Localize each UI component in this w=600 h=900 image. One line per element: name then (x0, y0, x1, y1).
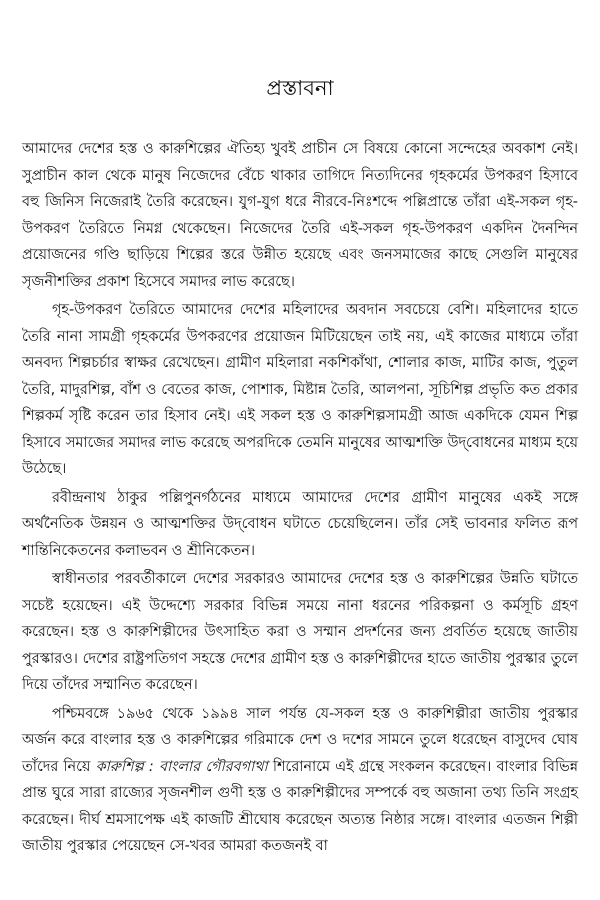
body-text (22, 136, 578, 860)
paragraph-2: গৃহ-উপকরণ তৈরিতে আমাদের দেশের মহিলাদের অবদান সবচেয়ে বেশি। মহিলাদের হাতে তৈরি নানা সামগ্রী গৃহকর্মের উপকরণের প্রয়োজন মিটিয়েছেন তাই নয়, এই কাজের মাধ্যমে তাঁরা অনবদ্য শিল্পচর্চার স্বাক্ষর রেখেছেন। গ্রামীণ মহিলারা নকশিকাঁথা, শোলার কাজ, মাটির কাজ, পুতুল তৈরি, মাদুরশিল্প, বাঁশ ও বেতের কাজ, পোশাক, মিষ্টান্ন তৈরি, আলপনা, সূচিশিল্প প্রভৃতি কত প্রকার শিল্পকর্ম সৃষ্টি করেন তার হিসাব নেই। এই সকল হস্ত ও কারুশিল্পসামগ্রী আজ একদিকে যেমন শিল্প হিসাবে সমাজের সমাদর লাভ করেছে অপরদিকে তেমনি মানুষের আত্মশক্তি উদ্‌বোধনের মাধ্যম হয়ে উঠেছে। (22, 302, 578, 477)
page-title: প্রস্তাবনা (266, 76, 334, 100)
paragraph-5-text-end: শিরোনামে এই গ্রন্থে সংকলন করেছেন। বাংলার বিভিন্ন প্রান্ত ঘুরে সারা রাজ্যের সৃজনশীল গুণী হস্ত ও কারুশিল্পীদের সম্পর্কে বহু অজানা তথ্য তিনি সংগ্রহ করেছেন। দীর্ঘ শ্রমসাপেক্ষ এই কাজটি শ্রীঘোষ করেছেন অত্যন্ত নিষ্ঠার সঙ্গে। বাংলার এতজন শিল্পী জাতীয় পুরস্কার পেয়েছেন সে-খবর আমরা কতজনই বা (22, 758, 578, 854)
paragraph-3: রবীন্দ্রনাথ ঠাকুর পল্লিপুনর্গঠনের মাধ্যমে আমাদের দেশের গ্রামীণ মানুষের একই সঙ্গে অর্থনৈতিক উন্নয়ন ও আত্মশক্তির উদ্‌বোধন ঘটাতে চেয়েছিলেন। তাঁর সেই ভাবনার ফলিত রূপ শান্তিনিকেতনের কলাভবন ও শ্রীনিকেতন। (22, 489, 578, 559)
paragraph-5 (22, 701, 578, 860)
book-title: কারুশিল্প : বাংলার গৌরবগাথা (95, 758, 268, 775)
paragraph-1: আমাদের দেশের হস্ত ও কারুশিল্পের ঐতিহ্য খুবই প্রাচীন সে বিষয়ে কোনো সন্দেহের অবকাশ নেই। সুপ্রাচীন কাল থেকে মানুষ নিজেদের বেঁচে থাকার তাগিদে নিত্যদিনের গৃহকর্মের উপকরণ হিসাবে বহু জিনিস নিজেরাই তৈরি করেছেন। যুগ-যুগ ধরে নীরবে-নিঃশব্দে পল্লিপ্রান্তে তাঁরা এই-সকল গৃহ-উপকরণ তৈরিতে নিমগ্ন থেকেছেন। নিজেদের তৈরি এই-সকল গৃহ-উপকরণ একদিন দৈনন্দিন প্রয়োজনের গণ্ডি ছাড়িয়ে শিল্পের স্তরে উন্নীত হয়েছে এবং জনসমাজের কাছে সেগুলি মানুষের সৃজনীশক্তির প্রকাশ হিসেবে সমাদর লাভ করেছে। (22, 141, 578, 290)
paragraph-5-text-start: পশ্চিমবঙ্গে ১৯৬৫ থেকে ১৯৯৪ সাল পর্যন্ত যে-সকল হস্ত ও কারুশিল্পীরা জাতীয় পুরস্কার অর্জন করে বাংলার হস্ত ও কারুশিল্পের গরিমাকে দেশ ও দশের সামনে তুলে ধরেছেন বাসুদেব ঘোষ তাঁদের নিয়ে (22, 705, 578, 775)
paragraph-4: স্বাধীনতার পরবর্তীকালে দেশের সরকারও আমাদের দেশের হস্ত ও কারুশিল্পের উন্নতি ঘটাতে সচেষ্ট হয়েছেন। এই উদ্দেশ্যে সরকার বিভিন্ন সময়ে নানা ধরনের পরিকল্পনা ও কর্মসূচি গ্রহণ করেছেন। হস্ত ও কারুশিল্পীদের উৎসাহিত করা ও সম্মান প্রদর্শনের জন্য প্রবর্তিত হয়েছে জাতীয় পুরস্কারও। দেশের রাষ্ট্রপতিগণ সহস্তে দেশের গ্রামীণ হস্ত ও কারুশিল্পীদের হাতে জাতীয় পুরস্কার তুলে দিয়ে তাঁদের সম্মানিত করেছেন। (22, 571, 578, 693)
